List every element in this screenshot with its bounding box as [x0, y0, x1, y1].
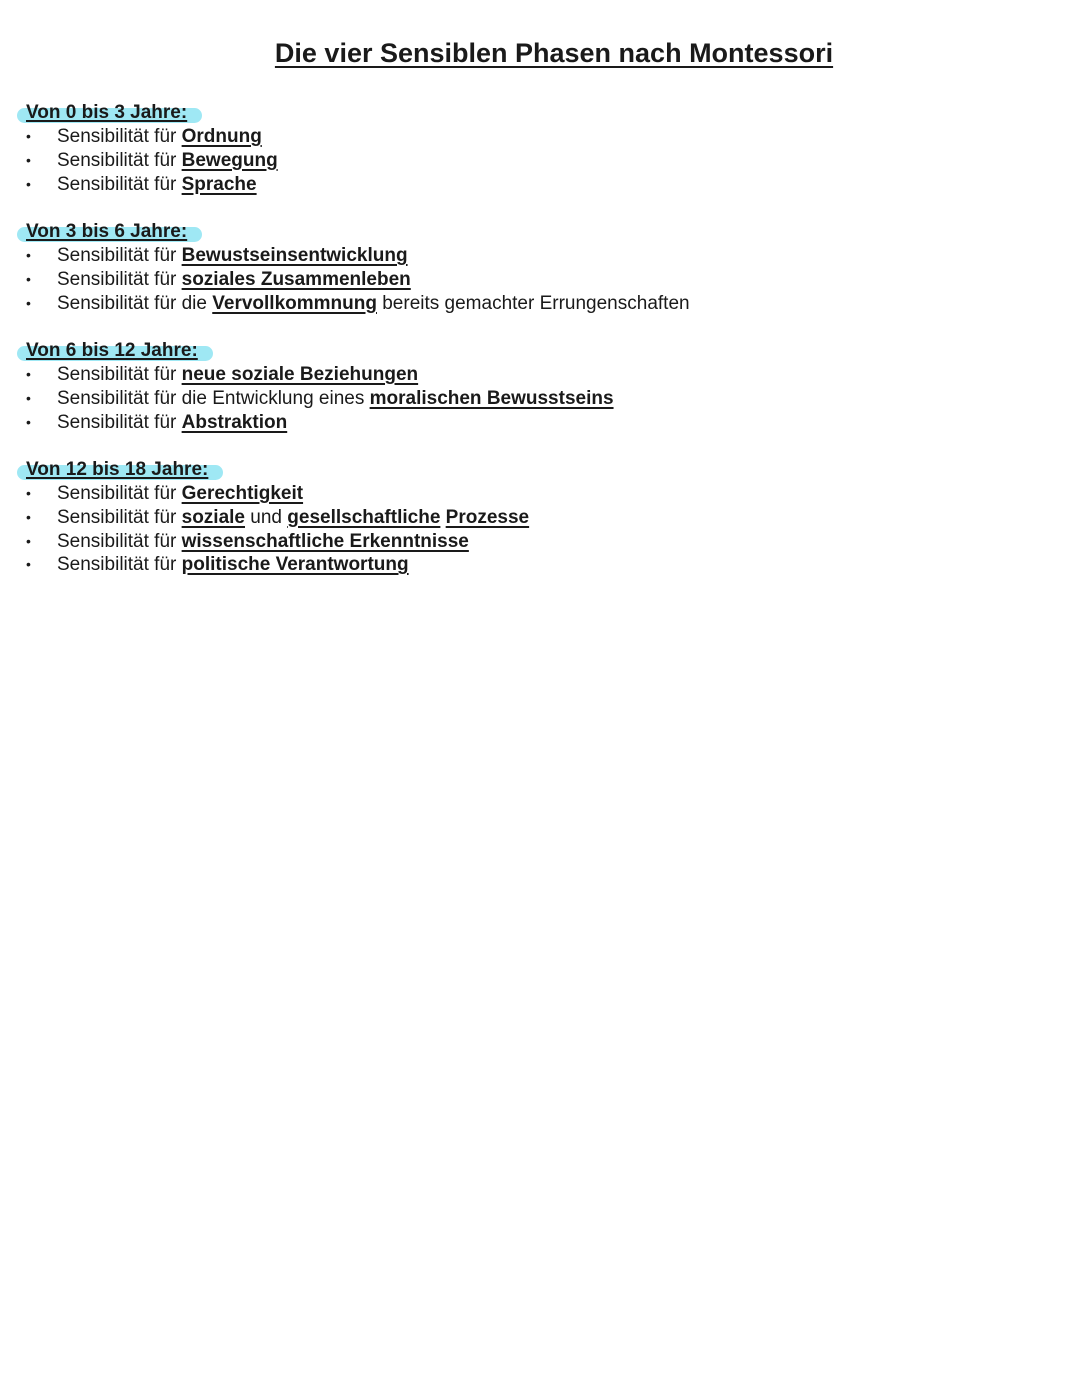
item-list [22, 482, 1062, 577]
item-term: politische Verantwortung [181, 554, 409, 576]
item-term: soziales Zusammenleben [181, 268, 411, 290]
item-prefix: Sensibilität für [57, 364, 182, 385]
bullet-icon: • [26, 532, 31, 549]
item-term: Ordnung [181, 126, 262, 147]
item-list [22, 125, 1062, 196]
bullet-icon: • [26, 485, 31, 501]
section-heading [23, 101, 190, 125]
bullet-icon: • [26, 294, 31, 311]
list-item [22, 268, 1062, 292]
section-3-6 [22, 220, 1062, 315]
bullet-icon: • [26, 247, 31, 263]
section-12-18 [22, 458, 1062, 577]
section-heading-text: Von 0 bis 3 Jahre: [26, 102, 188, 123]
item-term: Prozesse [445, 506, 530, 528]
bullet-icon: • [26, 175, 31, 192]
bullet-icon: • [26, 151, 31, 168]
item-prefix: Sensibilität für [57, 483, 182, 504]
section-heading [23, 458, 211, 482]
bullet-icon: • [26, 389, 31, 406]
item-term: Vervollkommnung [212, 292, 377, 314]
item-term: gesellschaftliche [287, 506, 441, 528]
item-prefix: Sensibilität für [57, 530, 182, 552]
item-prefix: Sensibilität für die [57, 292, 213, 314]
item-prefix: Sensibilität für [57, 173, 182, 195]
item-prefix: Sensibilität für [57, 554, 182, 576]
item-connector: und [245, 506, 288, 528]
list-item [22, 292, 1062, 316]
title-container [0, 38, 1080, 75]
item-list [22, 363, 1062, 434]
list-item [22, 173, 1062, 197]
item-term: Sprache [181, 173, 257, 195]
section-0-3 [22, 101, 1062, 196]
bullet-icon: • [26, 270, 31, 287]
list-item [22, 411, 1062, 435]
list-item [22, 387, 1062, 411]
item-term: moralischen Bewusstseins [369, 387, 614, 409]
bullet-icon: • [26, 413, 31, 430]
item-term: soziale [181, 506, 245, 528]
item-prefix: Sensibilität für [57, 126, 182, 147]
section-heading-text: Von 3 bis 6 Jahre: [26, 221, 188, 242]
list-item [22, 244, 1062, 268]
list-item [22, 363, 1062, 387]
item-term: Bewustseinsentwicklung [181, 245, 408, 266]
list-item [22, 506, 1062, 530]
page-title-text: Die vier Sensiblen Phasen nach Montessori [274, 38, 834, 68]
bullet-icon: • [26, 508, 31, 525]
page-title [271, 38, 837, 75]
list-item [22, 553, 1062, 577]
title-highlighter-stroke [271, 70, 843, 77]
item-prefix: Sensibilität für [57, 411, 182, 433]
item-prefix: Sensibilität für [57, 268, 182, 290]
section-heading-text: Von 6 bis 12 Jahre: [26, 340, 198, 361]
list-item [22, 149, 1062, 173]
bullet-icon: • [26, 128, 31, 144]
item-prefix: Sensibilität für die Entwicklung eines [57, 387, 370, 409]
list-item [22, 482, 1062, 506]
section-6-12 [22, 339, 1062, 434]
bullet-icon: • [26, 556, 31, 573]
item-term: Bewegung [181, 149, 278, 171]
list-item [22, 530, 1062, 554]
section-heading [23, 220, 190, 244]
item-prefix: Sensibilität für [57, 245, 182, 266]
item-term: wissenschaftliche Erkenntnisse [181, 530, 469, 552]
item-term: Gerechtigkeit [181, 483, 304, 504]
item-prefix: Sensibilität für [57, 149, 182, 171]
section-heading [23, 339, 201, 363]
item-list [22, 244, 1062, 315]
section-heading-text: Von 12 bis 18 Jahre: [26, 459, 209, 480]
item-prefix: Sensibilität für [57, 506, 182, 528]
bullet-icon: • [26, 366, 31, 382]
list-item [22, 125, 1062, 149]
item-suffix: bereits gemachter Errungenschaften [376, 292, 690, 314]
item-term: neue soziale Beziehungen [181, 364, 419, 385]
item-term: Abstraktion [181, 411, 288, 433]
